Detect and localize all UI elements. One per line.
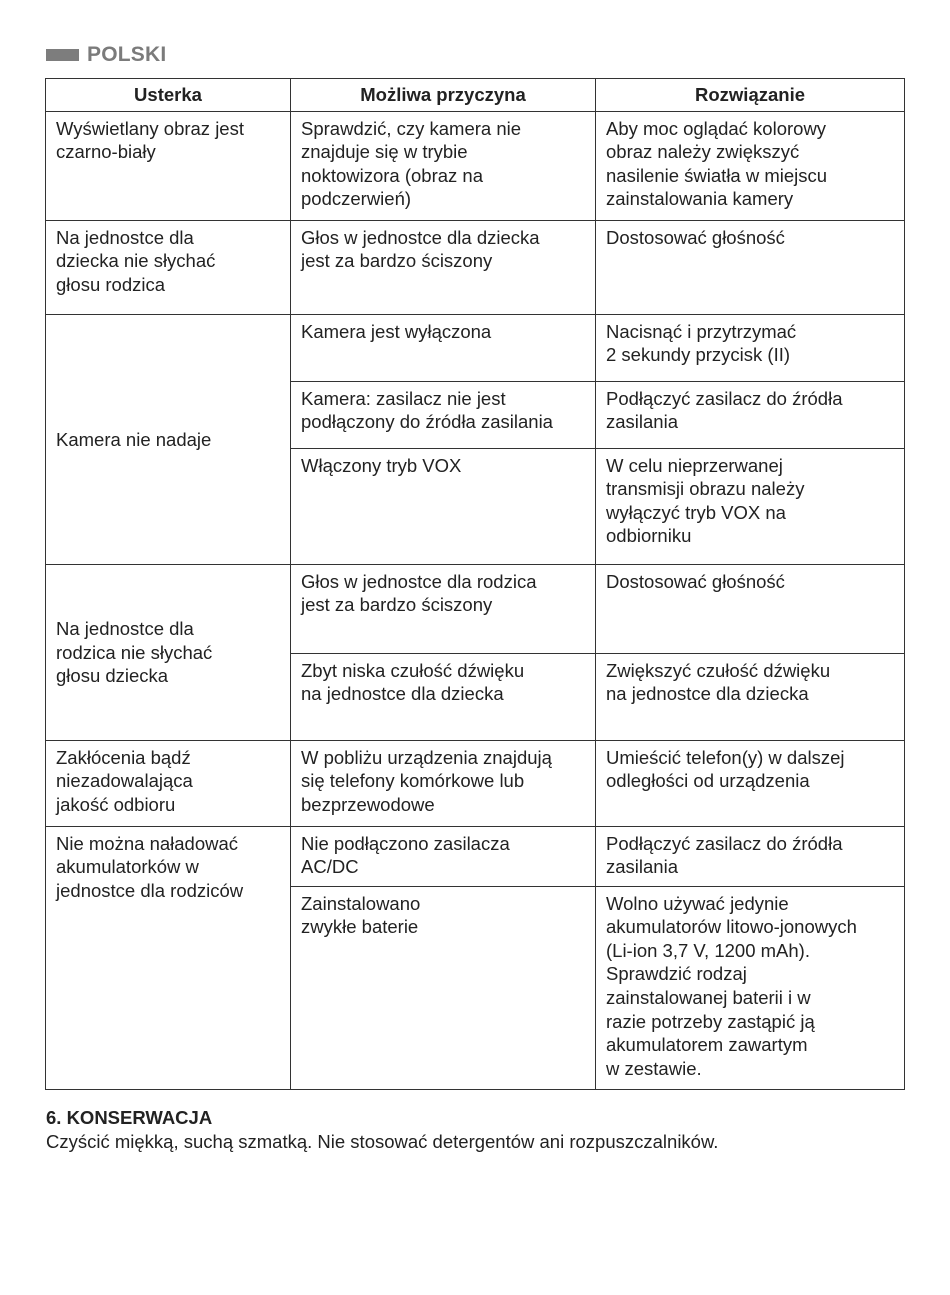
table-row xyxy=(46,564,905,653)
problem-cell: Zakłócenia bądź niezadowalająca jakość odbioru xyxy=(46,740,291,826)
maintenance-section xyxy=(46,1106,718,1154)
table-row xyxy=(46,740,905,826)
cause-cell: Kamera: zasilacz nie jest podłączony do źródła zasilania xyxy=(291,381,596,448)
table-row xyxy=(46,220,905,314)
troubleshooting-table xyxy=(45,78,905,1090)
cause-cell: Głos w jednostce dla dziecka jest za bardzo ściszony xyxy=(291,220,596,314)
cause-cell: Włączony tryb VOX xyxy=(291,448,596,564)
cause-cell: Głos w jednostce dla rodzica jest za bardzo ściszony xyxy=(291,564,596,653)
table-header-row xyxy=(46,79,905,112)
solution-cell: Podłączyć zasilacz do źródła zasilania xyxy=(596,381,905,448)
solution-cell: Aby moc oglądać kolorowy obraz należy zwiększyć nasilenie światła w miejscu zainstalowania kamery xyxy=(596,111,905,220)
table-row xyxy=(46,314,905,381)
column-header-cause: Możliwa przyczyna xyxy=(291,79,596,112)
column-header-solution: Rozwiązanie xyxy=(596,79,905,112)
cause-cell: Zbyt niska czułość dźwięku na jednostce dla dziecka xyxy=(291,653,596,740)
language-bar xyxy=(46,49,79,61)
problem-cell: Kamera nie nadaje xyxy=(46,314,291,564)
column-header-problem: Usterka xyxy=(46,79,291,112)
problem-cell: Na jednostce dla dziecka nie słychać głosu rodzica xyxy=(46,220,291,314)
cause-cell: Nie podłączono zasilacza AC/DC xyxy=(291,826,596,886)
table-row xyxy=(46,111,905,220)
section-title: 6. KONSERWACJA xyxy=(46,1107,213,1128)
problem-cell: Nie można naładować akumulatorków w jednostce dla rodziców xyxy=(46,826,291,1089)
solution-cell: Zwiększyć czułość dźwięku na jednostce dla dziecka xyxy=(596,653,905,740)
table-row xyxy=(46,826,905,886)
cause-cell: W pobliżu urządzenia znajdują się telefony komórkowe lub bezprzewodowe xyxy=(291,740,596,826)
section-text: Czyścić miękką, suchą szmatką. Nie stosować detergentów ani rozpuszczalników. xyxy=(46,1131,719,1152)
solution-cell: Nacisnąć i przytrzymać 2 sekundy przycisk (II) xyxy=(596,314,905,381)
solution-cell: Podłączyć zasilacz do źródła zasilania xyxy=(596,826,905,886)
cause-cell: Sprawdzić, czy kamera nie znajduje się w trybie noktowizora (obraz na podczerwień) xyxy=(291,111,596,220)
solution-cell: Dostosować głośność xyxy=(596,220,905,314)
solution-cell: Dostosować głośność xyxy=(596,564,905,653)
cause-cell: Zainstalowano zwykłe baterie xyxy=(291,886,596,1089)
language-label: POLSKI xyxy=(87,43,167,66)
problem-cell: Na jednostce dla rodzica nie słychać głosu dziecka xyxy=(46,564,291,740)
problem-cell: Wyświetlany obraz jest czarno-biały xyxy=(46,111,291,220)
solution-cell: Wolno używać jedynie akumulatorów litowo-jonowych (Li-ion 3,7 V, 1200 mAh). Sprawdzić rodzaj zainstalowanej baterii i w razie potrzeby zastąpić ją akumulatorem zawartym w zestawie. xyxy=(596,886,905,1089)
solution-cell: Umieścić telefon(y) w dalszej odległości od urządzenia xyxy=(596,740,905,826)
cause-cell: Kamera jest wyłączona xyxy=(291,314,596,381)
language-header xyxy=(46,43,166,67)
solution-cell: W celu nieprzerwanej transmisji obrazu należy wyłączyć tryb VOX na odbiorniku xyxy=(596,448,905,564)
